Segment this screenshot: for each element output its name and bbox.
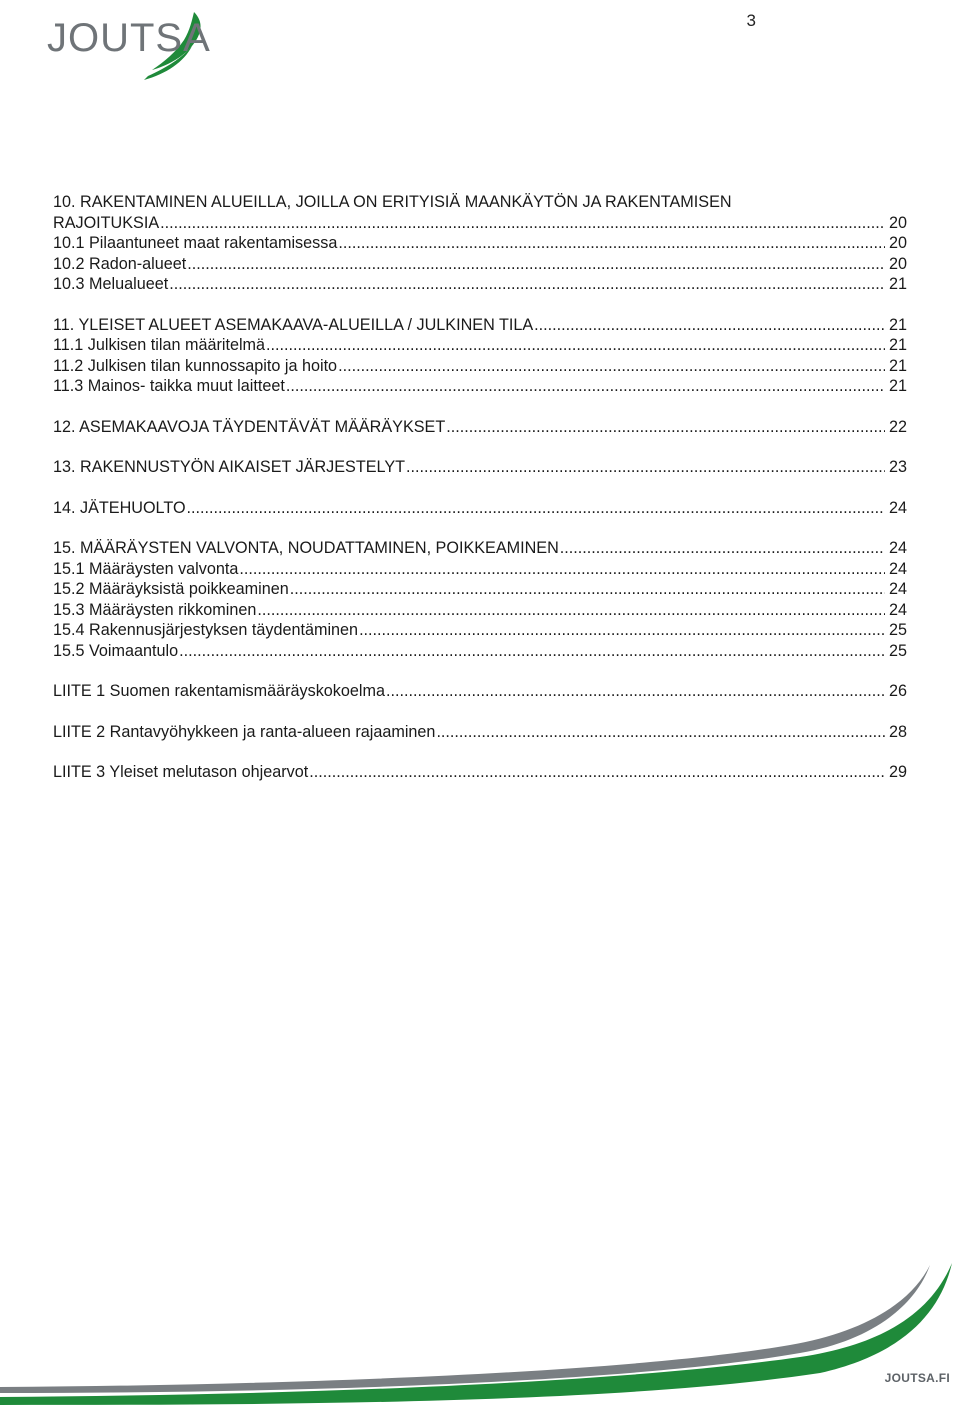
logo-wordmark: JOUTSA xyxy=(47,16,211,60)
toc-entry-title: LIITE 3 Yleiset melutason ohjearvot xyxy=(53,763,309,781)
toc-entry-title: 15.2 Määräyksistä poikkeaminen xyxy=(53,580,289,598)
toc-entry-page: 21 xyxy=(888,356,907,375)
dot-leader xyxy=(359,620,885,641)
dot-leader xyxy=(266,335,885,356)
toc-entry-title: 12. ASEMAKAAVOJA TÄYDENTÄVÄT MÄÄRÄYKSET xyxy=(53,417,446,436)
toc-entry-page: 24 xyxy=(888,559,907,578)
toc-entry-title: 10.1 Pilaantuneet maat rakentamisessa xyxy=(53,234,338,252)
toc-entry-page: 21 xyxy=(888,336,907,354)
toc-entry[interactable] xyxy=(53,681,907,702)
toc-entry-page: 21 xyxy=(888,275,907,293)
toc-entry-title: 10.2 Radon-alueet xyxy=(53,254,187,273)
toc-entry-title: 13. RAKENNUSTYÖN AIKAISET JÄRJESTELYT xyxy=(53,458,406,476)
toc-entry-page: 20 xyxy=(888,254,907,273)
toc-entry-page: 29 xyxy=(888,763,907,781)
toc-entry-title: 11.2 Julkisen tilan kunnossapito ja hoito xyxy=(53,356,338,375)
dot-leader xyxy=(560,538,885,559)
toc-entry[interactable] xyxy=(53,762,907,783)
dot-leader xyxy=(446,417,885,438)
dot-leader xyxy=(386,681,885,702)
toc-entry[interactable] xyxy=(53,538,907,559)
toc-entry-title: 15. MÄÄRÄYSTEN VALVONTA, NOUDATTAMINEN, POIKKEAMINEN xyxy=(53,539,559,557)
toc-entry-page: 20 xyxy=(888,213,907,232)
dot-leader xyxy=(534,315,885,336)
toc-entry-page: 22 xyxy=(888,417,907,436)
toc-entry-title: 10.3 Melualueet xyxy=(53,275,169,293)
toc-entry-page: 21 xyxy=(888,315,907,334)
toc-entry[interactable] xyxy=(53,356,907,377)
dot-leader xyxy=(290,579,885,600)
toc-entry-title: 15.1 Määräysten valvonta xyxy=(53,559,239,578)
toc-entry-page: 23 xyxy=(888,458,907,476)
toc-entry[interactable] xyxy=(53,498,907,519)
page-number: 3 xyxy=(746,11,756,30)
toc-entry[interactable] xyxy=(53,722,907,743)
toc-heading-line: 10. RAKENTAMINEN ALUEILLA, JOILLA ON ERITYISIÄ MAANKÄYTÖN JA RAKENTAMISEN xyxy=(53,193,732,211)
toc-entry-page: 26 xyxy=(888,682,907,700)
toc-entry[interactable] xyxy=(53,315,907,336)
dot-leader xyxy=(338,356,885,377)
toc-entry-title: 11.1 Julkisen tilan määritelmä xyxy=(53,336,266,354)
toc-entry-page: 28 xyxy=(888,722,907,741)
toc-entry[interactable] xyxy=(53,335,907,356)
toc-entry-title: 15.3 Määräysten rikkominen xyxy=(53,600,257,619)
dot-leader xyxy=(338,233,885,254)
toc-entry-title: 14. JÄTEHUOLTO xyxy=(53,498,186,517)
toc-entry-page: 24 xyxy=(888,539,907,557)
dot-leader xyxy=(436,722,885,743)
dot-leader xyxy=(187,498,885,519)
toc-entry-title: 15.5 Voimaantulo xyxy=(53,641,179,660)
dot-leader xyxy=(257,600,885,621)
dot-leader xyxy=(179,641,885,662)
dot-leader xyxy=(169,274,885,295)
toc-entry[interactable] xyxy=(53,559,907,580)
toc-entry[interactable] xyxy=(53,376,907,397)
toc-entry-title: LIITE 1 Suomen rakentamismääräyskokoelma xyxy=(53,682,385,700)
toc-entry-page: 20 xyxy=(888,234,907,252)
joutsa-logo xyxy=(44,4,214,84)
toc-entry-title: 11.3 Mainos- taikka muut laitteet xyxy=(53,377,285,395)
toc-entry-page: 24 xyxy=(888,580,907,598)
toc-entry[interactable] xyxy=(53,233,907,254)
dot-leader xyxy=(187,254,885,275)
toc-entry-page: 25 xyxy=(888,621,907,639)
toc-entry-title: 15.4 Rakennusjärjestyksen täydentäminen xyxy=(53,621,359,639)
dot-leader xyxy=(160,213,885,234)
toc-entry-page: 25 xyxy=(888,641,907,660)
dot-leader xyxy=(406,457,885,478)
toc-entry-title: LIITE 2 Rantavyöhykkeen ja ranta-alueen rajaaminen xyxy=(53,722,436,741)
toc-entry[interactable] xyxy=(53,641,907,662)
toc-entry[interactable] xyxy=(53,579,907,600)
toc-entry-title: RAJOITUKSIA xyxy=(53,213,160,232)
toc-entry[interactable] xyxy=(53,254,907,275)
footer-brand: JOUTSA.FI xyxy=(884,1371,950,1385)
toc-entry-page: 24 xyxy=(888,600,907,619)
toc-entry-title: 11. YLEISET ALUEET ASEMAKAAVA-ALUEILLA / JULKINEN TILA xyxy=(53,315,534,334)
dot-leader xyxy=(239,559,885,580)
corner-swoosh-icon xyxy=(0,1245,960,1405)
toc-entry[interactable] xyxy=(53,213,907,234)
dot-leader xyxy=(309,762,885,783)
toc-entry-page: 24 xyxy=(888,498,907,517)
toc-entry-page: 21 xyxy=(888,377,907,395)
toc-entry[interactable] xyxy=(53,274,907,295)
toc-entry[interactable] xyxy=(53,457,907,478)
table-of-contents xyxy=(53,192,907,783)
toc-entry[interactable] xyxy=(53,417,907,438)
toc-entry[interactable] xyxy=(53,620,907,641)
dot-leader xyxy=(286,376,885,397)
toc-entry[interactable] xyxy=(53,600,907,621)
